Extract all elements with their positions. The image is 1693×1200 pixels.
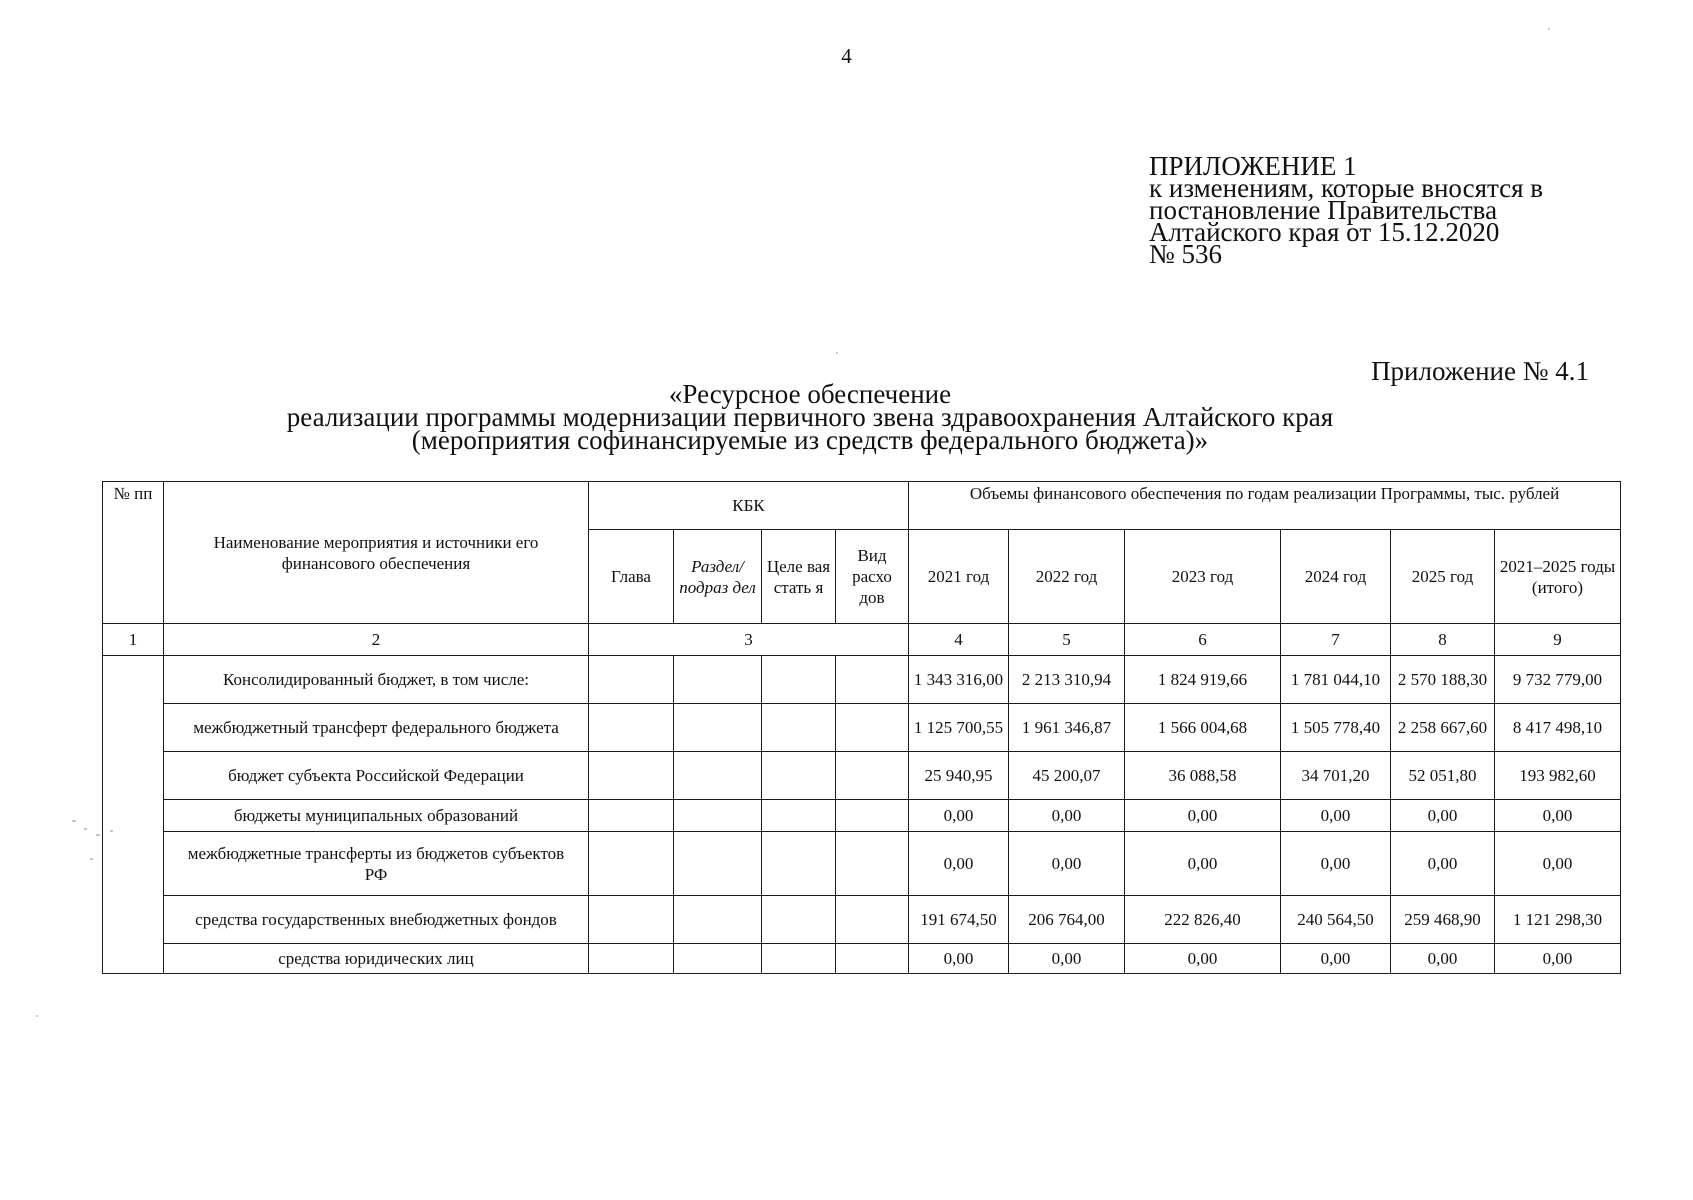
value-cell: 45 200,07 — [1009, 752, 1125, 800]
kbk-cell — [836, 896, 909, 944]
table-row — [103, 832, 1621, 896]
row-name: межбюджетный трансферт федерального бюджета — [164, 704, 589, 752]
table-row — [103, 800, 1621, 832]
value-cell: 0,00 — [1391, 800, 1495, 832]
value-cell: 0,00 — [909, 944, 1009, 974]
row-name: бюджеты муниципальных образований — [164, 800, 589, 832]
value-cell: 0,00 — [1281, 800, 1391, 832]
value-cell: 0,00 — [1125, 800, 1281, 832]
scan-speck — [836, 352, 838, 354]
kbk-cell — [762, 704, 836, 752]
colnum: 9 — [1495, 624, 1621, 656]
colnum: 1 — [103, 624, 164, 656]
table-row — [103, 752, 1621, 800]
scan-speck — [110, 830, 113, 832]
value-cell: 1 824 919,66 — [1125, 656, 1281, 704]
value-cell: 2 258 667,60 — [1391, 704, 1495, 752]
kbk-cell — [589, 896, 674, 944]
kbk-cell — [674, 656, 762, 704]
value-cell: 1 125 700,55 — [909, 704, 1009, 752]
scan-speck — [96, 834, 100, 836]
header-year-2022: 2022 год — [1009, 530, 1125, 624]
table-row — [103, 656, 1621, 704]
kbk-cell — [762, 944, 836, 974]
header-kbk-razdel: Раздел/ подраз дел — [674, 530, 762, 624]
value-cell: 52 051,80 — [1391, 752, 1495, 800]
header-kbk-glava: Глава — [589, 530, 674, 624]
scan-speck — [90, 858, 93, 860]
scan-speck — [36, 1015, 38, 1017]
kbk-cell — [762, 800, 836, 832]
kbk-cell — [589, 752, 674, 800]
sub-appendix-label: Приложение № 4.1 — [1371, 356, 1589, 386]
kbk-cell — [762, 896, 836, 944]
value-cell: 2 213 310,94 — [1009, 656, 1125, 704]
value-cell: 1 961 346,87 — [1009, 704, 1125, 752]
scan-speck — [1548, 28, 1550, 30]
value-cell: 34 701,20 — [1281, 752, 1391, 800]
kbk-cell — [674, 832, 762, 896]
value-cell: 1 343 316,00 — [909, 656, 1009, 704]
value-cell: 1 781 044,10 — [1281, 656, 1391, 704]
value-cell: 2 570 188,30 — [1391, 656, 1495, 704]
kbk-cell — [674, 704, 762, 752]
kbk-cell — [762, 656, 836, 704]
table-row — [103, 896, 1621, 944]
kbk-cell — [589, 800, 674, 832]
appendix-title: ПРИЛОЖЕНИЕ 1 — [1149, 151, 1357, 181]
header-kbk: КБК — [589, 482, 909, 530]
colnum: 7 — [1281, 624, 1391, 656]
value-cell: 0,00 — [1281, 832, 1391, 896]
header-name: Наименование мероприятия и источники его финансового обеспечения — [164, 482, 589, 624]
colnum: 3 — [589, 624, 909, 656]
header-year-2023: 2023 год — [1125, 530, 1281, 624]
colnum: 5 — [1009, 624, 1125, 656]
appendix-line: к изменениям, которые вносятся в — [1149, 173, 1544, 203]
kbk-cell — [762, 752, 836, 800]
header-kbk-vid: Вид расхо дов — [836, 530, 909, 624]
kbk-cell — [589, 832, 674, 896]
appendix-line: постановление Правительства — [1149, 195, 1498, 225]
kbk-cell — [589, 944, 674, 974]
header-year-2021: 2021 год — [909, 530, 1009, 624]
value-cell: 0,00 — [1391, 944, 1495, 974]
value-cell: 0,00 — [1495, 832, 1621, 896]
row-name: бюджет субъекта Российской Федерации — [164, 752, 589, 800]
kbk-cell — [836, 704, 909, 752]
value-cell: 1 121 298,30 — [1495, 896, 1621, 944]
appendix-line: Алтайского края от 15.12.2020 — [1149, 217, 1500, 247]
value-cell: 0,00 — [1391, 832, 1495, 896]
kbk-cell — [836, 752, 909, 800]
scan-speck — [72, 820, 76, 822]
kbk-cell — [836, 800, 909, 832]
value-cell: 1 566 004,68 — [1125, 704, 1281, 752]
header-volumes: Объемы финансового обеспечения по годам реализации Программы, тыс. рублей — [909, 482, 1621, 530]
header-total: 2021–2025 годы (итого) — [1495, 530, 1621, 624]
empty-num-cell — [103, 656, 164, 974]
row-name: межбюджетные трансферты из бюджетов субъектов РФ — [164, 832, 589, 896]
row-name: средства государственных внебюджетных фондов — [164, 896, 589, 944]
value-cell: 222 826,40 — [1125, 896, 1281, 944]
value-cell: 9 732 779,00 — [1495, 656, 1621, 704]
value-cell: 0,00 — [1281, 944, 1391, 974]
value-cell: 193 982,60 — [1495, 752, 1621, 800]
title-line: «Ресурсное обеспечение — [668, 379, 952, 409]
value-cell: 36 088,58 — [1125, 752, 1281, 800]
value-cell: 240 564,50 — [1281, 896, 1391, 944]
title-line: реализации программы модернизации первичного звена здравоохранения Алтайского края — [286, 402, 1334, 432]
value-cell: 0,00 — [1125, 832, 1281, 896]
value-cell: 0,00 — [909, 832, 1009, 896]
page-number: 4 — [841, 44, 852, 68]
colnum: 6 — [1125, 624, 1281, 656]
kbk-cell — [589, 656, 674, 704]
value-cell: 259 468,90 — [1391, 896, 1495, 944]
colnum: 2 — [164, 624, 589, 656]
kbk-cell — [674, 752, 762, 800]
value-cell: 0,00 — [1495, 800, 1621, 832]
value-cell: 0,00 — [1125, 944, 1281, 974]
title-line: (мероприятия софинансируемые из средств федерального бюджета)» — [411, 425, 1209, 455]
value-cell: 191 674,50 — [909, 896, 1009, 944]
kbk-cell — [674, 800, 762, 832]
header-num: № пп — [103, 482, 164, 624]
value-cell: 0,00 — [909, 800, 1009, 832]
row-name: средства юридических лиц — [164, 944, 589, 974]
kbk-cell — [674, 896, 762, 944]
value-cell: 0,00 — [1009, 944, 1125, 974]
table-row — [103, 944, 1621, 974]
value-cell: 0,00 — [1009, 800, 1125, 832]
document-title — [200, 379, 1420, 455]
value-cell: 0,00 — [1009, 832, 1125, 896]
colnum: 8 — [1391, 624, 1495, 656]
kbk-cell — [836, 944, 909, 974]
value-cell: 25 940,95 — [909, 752, 1009, 800]
scan-speck — [84, 828, 87, 830]
header-kbk-statya: Целе вая стать я — [762, 530, 836, 624]
value-cell: 206 764,00 — [1009, 896, 1125, 944]
value-cell: 8 417 498,10 — [1495, 704, 1621, 752]
header-year-2024: 2024 год — [1281, 530, 1391, 624]
value-cell: 1 505 778,40 — [1281, 704, 1391, 752]
resource-table — [102, 481, 1621, 974]
value-cell: 0,00 — [1495, 944, 1621, 974]
kbk-cell — [762, 832, 836, 896]
kbk-cell — [674, 944, 762, 974]
kbk-cell — [836, 832, 909, 896]
row-name: Консолидированный бюджет, в том числе: — [164, 656, 589, 704]
colnum: 4 — [909, 624, 1009, 656]
kbk-cell — [836, 656, 909, 704]
table-row — [103, 704, 1621, 752]
appendix-block — [1149, 151, 1649, 269]
header-year-2025: 2025 год — [1391, 530, 1495, 624]
appendix-line: № 536 — [1149, 239, 1223, 269]
kbk-cell — [589, 704, 674, 752]
